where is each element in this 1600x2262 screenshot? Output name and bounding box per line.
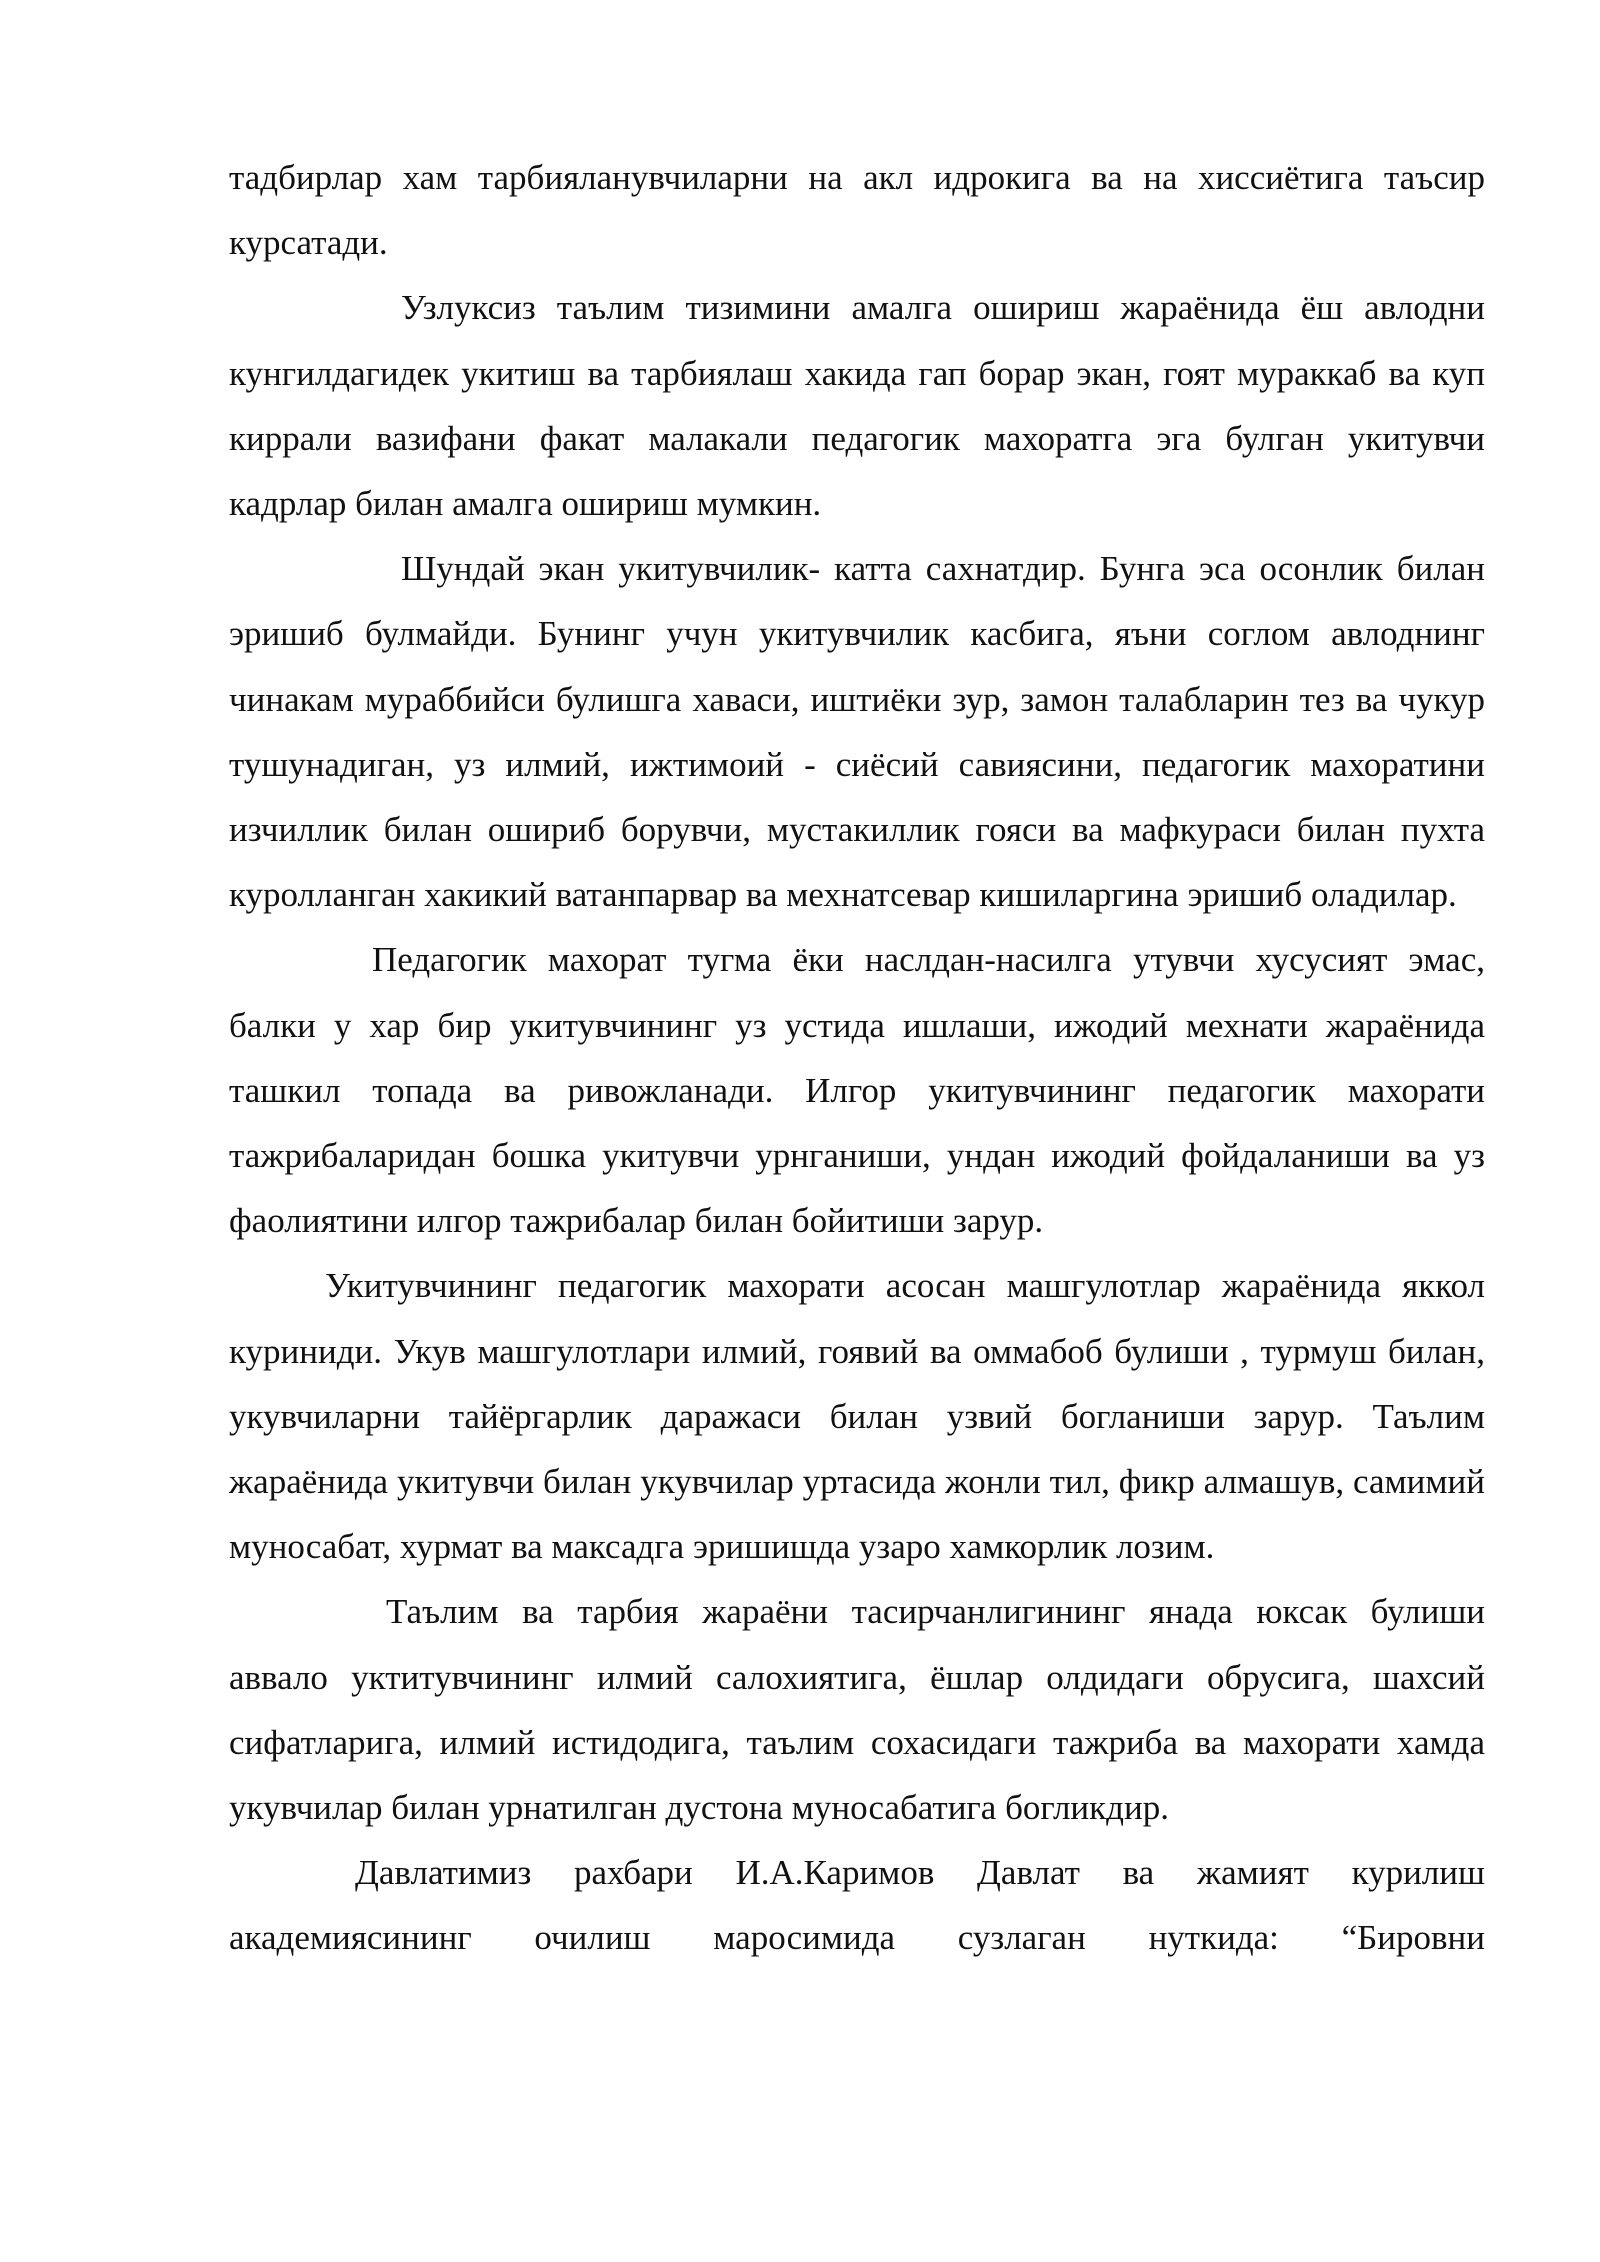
document-body <box>229 145 1485 1971</box>
paragraph-5: Укитувчининг педагогик махорати асосан машгулотлар жараёнида яккол куриниди. Укув машгулотлари илмий, гоявий ва оммабоб булиши , турмуш билан, укувчиларни тайёргарлик даражаси билан узвий богланиши зарур. Таълим жараёнида укитувчи билан укувчилар уртасида жонли тил, фикр алмашув, самимий муносабат, хурмат ва максадга эришишда узаро хамкорлик лозим. <box>229 1266 1485 1567</box>
paragraph-6: Таълим ва тарбия жараёни тасирчанлигининг янада юксак булиши аввало уктитувчининг илмий салохиятига, ёшлар олдидаги обрусига, шахсий сифатларига, илмий истидодига, таълим сохасидаги тажриба ва махорати хамда укувчилар билан урнатилган дустона муносабатига богликдир. <box>229 1592 1485 1828</box>
paragraph-3: Шундай экан укитувчилик- катта сахнатдир. Бунга эса осонлик билан эришиб булмайди. Бунинг учун укитувчилик касбига, яъни соглом авлоднинг чинакам мураббийси булишга хаваси, иштиёки зур, замон талабларин тез ва чукур тушунадиган, уз илмий, ижтимоий - сиёсий савиясини, педагогик махоратини изчиллик билан ошириб борувчи, мустакиллик гояси ва мафкураси билан пухта куролланган хакикий ватанпарвар ва мехнатсевар кишиларгина эришиб оладилар. <box>229 549 1485 915</box>
paragraph-7: Давлатимиз рахбари И.А.Каримов Давлат ва жамият курилиш академиясининг очилиш маросимида сузлаган нуткида: “Бировни <box>229 1853 1485 1958</box>
paragraph-1: тадбирлар хам тарбияланувчиларни на акл идрокига ва на хиссиётига таъсир курсатади. <box>229 158 1485 263</box>
paragraph-4: Педагогик махорат тугма ёки наслдан-насилга утувчи хусусият эмас, балки у хар бир укитувчининг уз устида ишлаши, ижодий мехнати жараёнида ташкил топада ва ривожланади. Илгор укитувчининг педагогик махорати тажрибаларидан бошка укитувчи урнганиши, ундан ижодий фойдаланиши ва уз фаолиятини илгор тажрибалар билан бойитиши зарур. <box>229 940 1485 1241</box>
paragraph-2: Узлуксиз таълим тизимини амалга ошириш жараёнида ёш авлодни кунгилдагидек укитиш ва тарбиялаш хакида гап борар экан, гоят мураккаб ва куп киррали вазифани факат малакали педагогик махоратга эга булган укитувчи кадрлар билан амалга ошириш мумкин. <box>229 288 1485 524</box>
